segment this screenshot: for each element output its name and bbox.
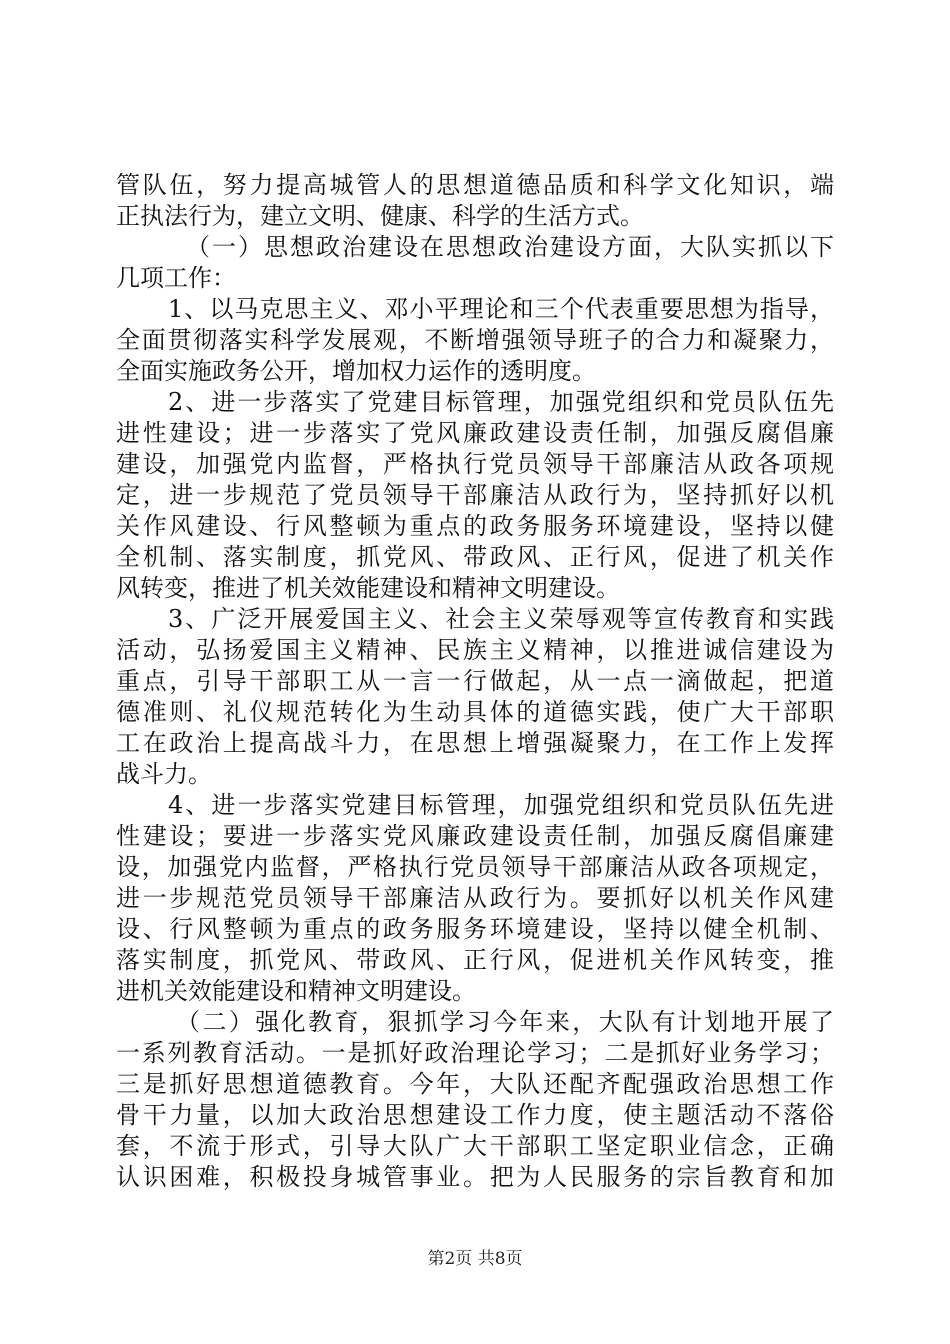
text-line: 风转变，推进了机关效能建设和精神文明建设。 — [116, 574, 620, 602]
text-line: 进一步规范党员领导干部廉洁从政行为。要抓好以机关作风建 — [116, 884, 834, 912]
text-line: 正执法行为，建立文明、健康、科学的生活方式。 — [116, 202, 644, 230]
text-line: 工在政治上提高战斗力，在思想上增强凝聚力，在工作上发挥 — [116, 729, 834, 757]
text-line: 性建设；要进一步落实党风廉政建设责任制，加强反腐倡廉建 — [116, 822, 834, 850]
text-line: 2、进一步落实了党建目标管理，加强党组织和党员队伍先 — [168, 388, 834, 416]
text-line: 活动，弘扬爱国主义精神、民族主义精神，以推进诚信建设为 — [116, 636, 834, 664]
text-line: 重点，引导干部职工从一言一行做起，从一点一滴做起，把道 — [116, 667, 834, 695]
text-line: 进机关效能建设和精神文明建设。 — [116, 977, 476, 1005]
text-line: 1、以马克思主义、邓小平理论和三个代表重要思想为指导， — [168, 295, 834, 323]
text-line: 3、广泛开展爱国主义、社会主义荣辱观等宣传教育和实践 — [168, 605, 834, 633]
text-line: 骨干力量，以加大政治思想建设工作力度，使主题活动不落俗 — [116, 1101, 834, 1129]
text-line: 管队伍，努力提高城管人的思想道德品质和科学文化知识，端 — [116, 171, 834, 199]
text-line: 套，不流于形式，引导大队广大干部职工坚定职业信念，正确 — [116, 1132, 834, 1160]
page-footer: 第2页 共8页 — [427, 1249, 523, 1269]
text-line: 进性建设；进一步落实了党风廉政建设责任制，加强反腐倡廉 — [116, 419, 834, 447]
text-line: （一）思想政治建设在思想政治建设方面，大队实抓以下 — [186, 233, 834, 261]
text-line: （二）强化教育，狠抓学习今年来，大队有计划地开展了 — [176, 1008, 834, 1036]
text-line: 全面贯彻落实科学发展观，不断增强领导班子的合力和凝聚力， — [116, 326, 834, 354]
document-body — [116, 170, 834, 1193]
text-line: 战斗力。 — [116, 760, 212, 788]
text-line: 三是抓好思想道德教育。今年，大队还配齐配强政治思想工作 — [116, 1070, 834, 1098]
text-line: 认识困难，积极投身城管事业。把为人民服务的宗旨教育和加 — [116, 1163, 834, 1191]
text-line: 设，加强党内监督，严格执行党员领导干部廉洁从政各项规定， — [116, 853, 834, 881]
text-line: 4、进一步落实党建目标管理，加强党组织和党员队伍先进 — [168, 791, 834, 819]
text-line: 定，进一步规范了党员领导干部廉洁从政行为，坚持抓好以机 — [116, 481, 834, 509]
text-line: 一系列教育活动。一是抓好政治理论学习；二是抓好业务学习； — [116, 1039, 834, 1067]
text-line: 设、行风整顿为重点的政务服务环境建设，坚持以健全机制、 — [116, 915, 834, 943]
text-line: 全面实施政务公开，增加权力运作的透明度。 — [116, 357, 596, 385]
text-line: 德准则、礼仪规范转化为生动具体的道德实践，使广大干部职 — [116, 698, 834, 726]
text-line: 几项工作： — [116, 264, 236, 292]
text-line: 关作风建设、行风整顿为重点的政务服务环境建设，坚持以健 — [116, 512, 834, 540]
text-line: 落实制度，抓党风、带政风、正行风，促进机关作风转变，推 — [116, 946, 834, 974]
text-line: 建设，加强党内监督，严格执行党员领导干部廉洁从政各项规 — [116, 450, 834, 478]
text-line: 全机制、落实制度，抓党风、带政风、正行风，促进了机关作 — [116, 543, 834, 571]
